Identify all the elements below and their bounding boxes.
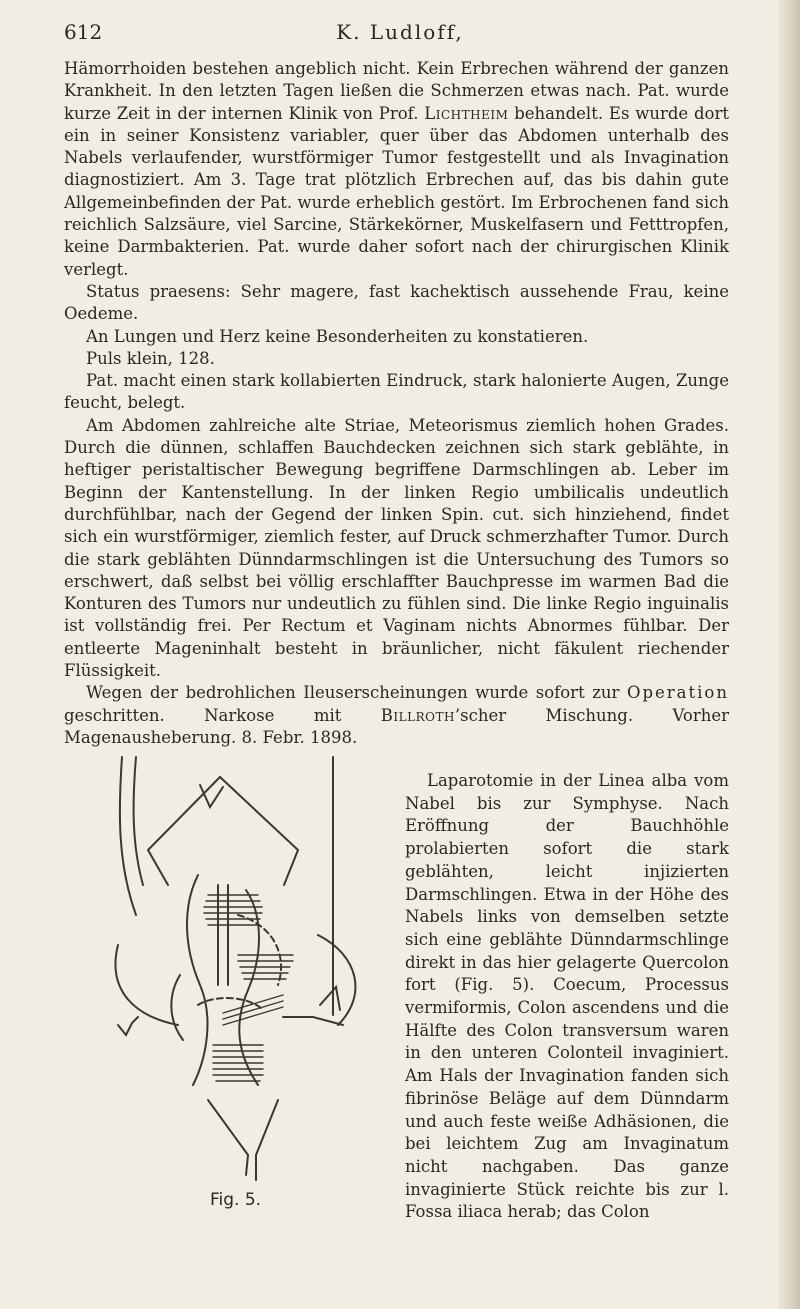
page-number: 612 [64, 20, 103, 44]
paragraph-2: Status praesens: Sehr magere, fast kachektisch aussehende Frau, keine Oedeme. [64, 281, 729, 324]
paragraph-3: An Lungen und Herz keine Besonderheiten zu konstatieren. [86, 326, 589, 346]
paragraph-6: Am Abdomen zahlreiche alte Striae, Meteorismus ziemlich hohen Grades. Durch die dünnen, schlaffen Bauchdecken zeichnen sich stark geblähte, in heftiger peristaltischer Bewegung begriffene Darmschlingen ab. Leber im Beginn der Kantenstellung. In der linken Regio umbilicalis undeutlich durchfühlbar, nach der Gegend der linken Spin. cut. sich hinziehend, findet sich ein wurstförmiger, ziemlich fester, auf Druck schmerzhafter Tumor. Durch die stark geblähten Dünndarmschlingen ist die Untersuchung des Tumors so erschwert, daß selbst bei völlig erschlaffter Bauchpresse im warmen Bad die Konturen des Tumors nur undeutlich zu fühlen sind. Die linke Regio inguinalis ist vollständig frei. Per Rectum et Vaginam nichts Abnormes fühlbar. Der entleerte Mageninhalt besteht in bräunlicher, nicht fäkulent riechender Flüssigkeit. [64, 415, 729, 681]
intussusception-drawing-icon [88, 755, 383, 1185]
right-text-column [405, 770, 729, 1224]
figure-caption: Fig. 5. [209, 1190, 262, 1210]
paragraph-7-mid: geschritten. Narkose mit [64, 705, 342, 725]
figure-5 [88, 755, 383, 1225]
paragraph-1-start: Hämorrhoiden bestehen angeblich nicht. Kein Erbrechen während der ganzen Krankheit. In den letzten Tagen ließen die Schmerzen etwas nach. Pat. wurde kurze Zeit in der internen Klinik von Prof. [64, 59, 729, 123]
paragraph-4: Puls klein, 128. [86, 348, 215, 368]
paragraph-7-start: Wegen der bedrohlichen Ileuserscheinungen wurde sofort zur [86, 683, 620, 703]
paragraph-1-rest: behandelt. Es wurde dort ein in seiner Konsistenz variabler, quer über das Abdomen unterhalb des Nabels verlaufender, wurstförmiger Tumor festgestellt und als Invagination diagnostiziert. Am 3. Tage trat plötzlich Erbrechen auf, das bis dahin gute Allgemeinbefinden der Pat. wurde erheblich gestört. Im Erbrochenen fand sich reichlich Salzsäure, viel Sarcine, Stärkekörner, Muskelfasern und Fetttropfen, keine Darmbakterien. Pat. wurde daher sofort nach der chirurgischen Klinik verlegt. [64, 103, 730, 279]
paragraph-7 [64, 682, 729, 749]
paragraph-7-end: ’scher Mischung. Vorher Magenausheberung. 8. Febr. 1898. [64, 705, 729, 747]
page-header [64, 20, 736, 56]
page-edge-shadow [778, 0, 800, 1309]
main-text-column [64, 58, 729, 749]
paragraph-5: Pat. macht einen stark kollabierten Eindruck, stark halonierte Augen, Zunge feucht, belegt. [64, 371, 729, 413]
paragraph-8: Laparotomie in der Linea alba vom Nabel bis zur Symphyse. Nach Eröffnung der Bauchhöhle prolabierten sofort die stark geblähten, leicht injizierten Darmschlingen. Etwa in der Höhe des Nabels links von demselben setzte sich eine geblähte Dünndarmschlinge direkt in das hier gelagerte Quercolon fort (Fig. 5). Coecum, Processus vermiformis, Colon ascendens und die Hälfte des Colon transversum waren in den unteren Colonteil invaginiert. Am Hals der Invagination fanden sich fibrinöse Beläge auf dem Dünndarm und auch feste weiße Adhäsionen, die bei leichtem Zug am Invaginatum nicht nachgaben. Das ganze invaginierte Stück reichte bis zur l. Fossa iliaca herab; das Colon [405, 771, 729, 1222]
operation-word: Operation [626, 683, 729, 703]
paragraph-1 [64, 58, 729, 281]
running-head: K. Ludloff, [336, 20, 464, 44]
author-name-billroth: Billroth [380, 705, 455, 725]
author-name-lichtheim: Lichtheim [424, 103, 509, 123]
